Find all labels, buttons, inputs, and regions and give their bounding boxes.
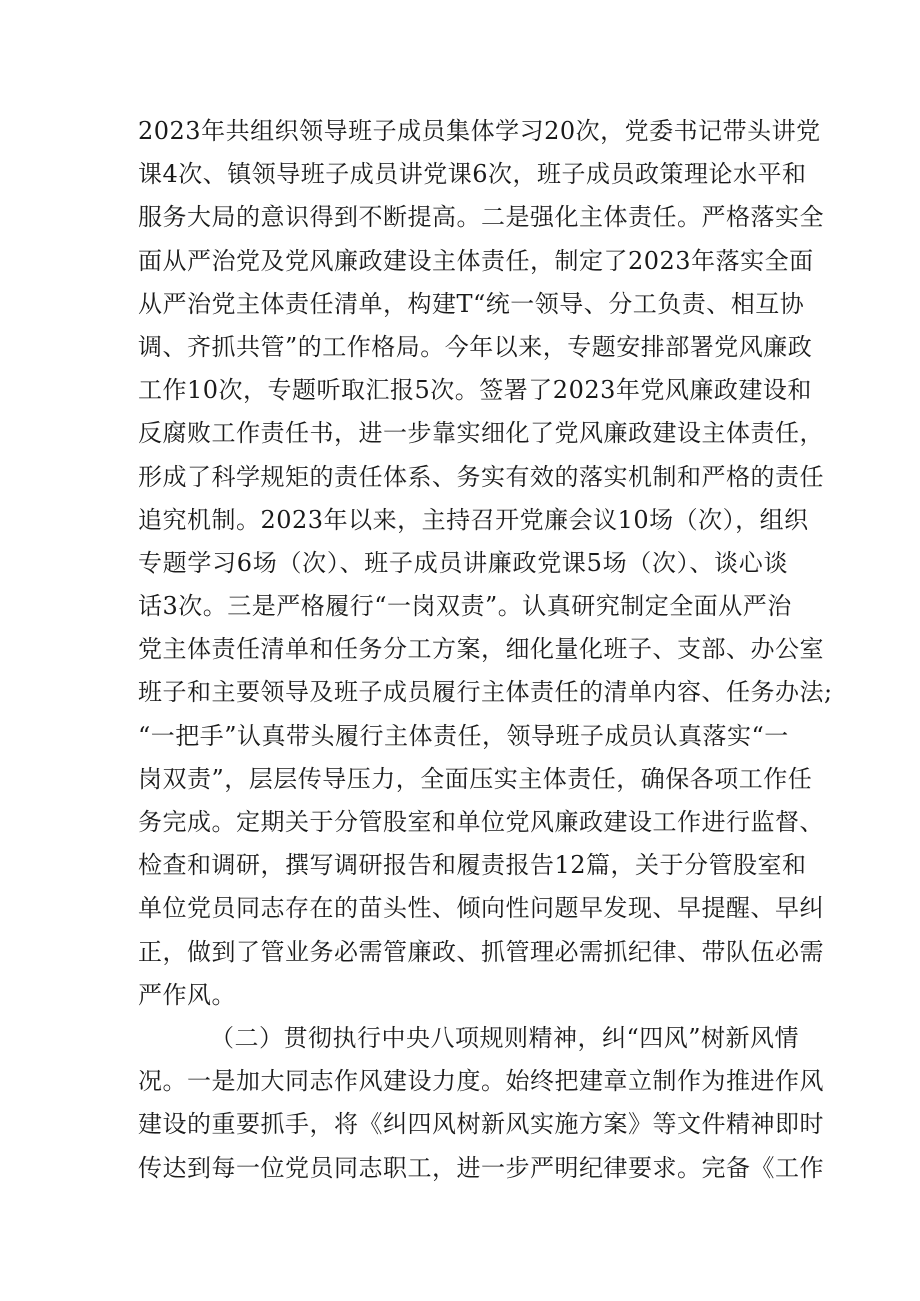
text-line: 形成了科学规矩的责任体系、务实有效的落实机制和严格的责任 (138, 462, 824, 491)
text-line: 服务大局的意识得到不断提高。二是强化主体责任。严格落实全 (138, 203, 824, 232)
text-line: 从严治党主体责任清单，构建T“统一领导、分工负责、相互协 (138, 289, 805, 318)
text-line: 调、齐抓共管”的工作格局。今年以来，专题安排部署党风廉政 (138, 332, 813, 361)
text-line: 2023年共组织领导班子成员集体学习20次，党委书记带头讲党 (138, 117, 821, 145)
text-line: 追究机制。2023年以来，主持召开党廉会议10场（次），组织 (138, 505, 809, 534)
text-line: 检查和调研，撰写调研报告和履责报告12篇，关于分管股室和 (138, 851, 807, 880)
text-line: 话3次。三是严格履行“一岗双责”。认真研究制定全面从严治 (138, 592, 792, 621)
text-line: 面从严治党及党风廉政建设主体责任，制定了2023年落实全面 (138, 246, 814, 275)
text-line: 课4次、镇领导班子成员讲党课6次，班子成员政策理论水平和 (138, 160, 807, 189)
text-line: 反腐败工作责任书，进一步靠实细化了党风廉政建设主体责任， (138, 419, 824, 448)
text-line: 工作10次，专题听取汇报5次。签署了2023年党风廉政建设和 (138, 376, 812, 405)
text-line: 况。一是加大同志作风建设力度。始终把建章立制作为推进作风 (138, 1067, 824, 1096)
text-line: 务完成。定期关于分管股室和单位党风廉政建设工作进行监督、 (138, 808, 824, 836)
text-line: 专题学习6场（次）、班子成员讲廉政党课5场（次）、谈心谈 (138, 548, 788, 577)
text-line: 班子和主要领导及班子成员履行主体责任的清单内容、任务办法; (138, 678, 833, 707)
text-line: “一把手”认真带头履行主体责任，领导班子成员认真落实“一 (138, 721, 789, 750)
body-text (138, 110, 833, 1190)
section-heading-line: （二）贯彻执行中央八项规则精神，纠“四风”树新风情 (210, 1023, 800, 1052)
text-line: 单位党员同志存在的苗头性、倾向性问题早发现、早提醒、早纠 (138, 894, 824, 923)
text-line: 建设的重要抓手，将《纠四风树新风实施方案》等文件精神即时 (138, 1110, 824, 1139)
text-line: 岗双责”，层层传导压力，全面压实主体责任，确保各项工作任 (138, 764, 813, 793)
text-line: 党主体责任清单和任务分工方案，细化量化班子、支部、办公室 (138, 635, 824, 664)
text-line: 正，做到了管业务必需管廉政、抓管理必需抓纪律、带队伍必需 (138, 937, 824, 966)
text-line: 传达到每一位党员同志职工，进一步严明纪律要求。完备《工作 (138, 1153, 824, 1182)
text-line: 严作风。 (138, 980, 236, 1009)
